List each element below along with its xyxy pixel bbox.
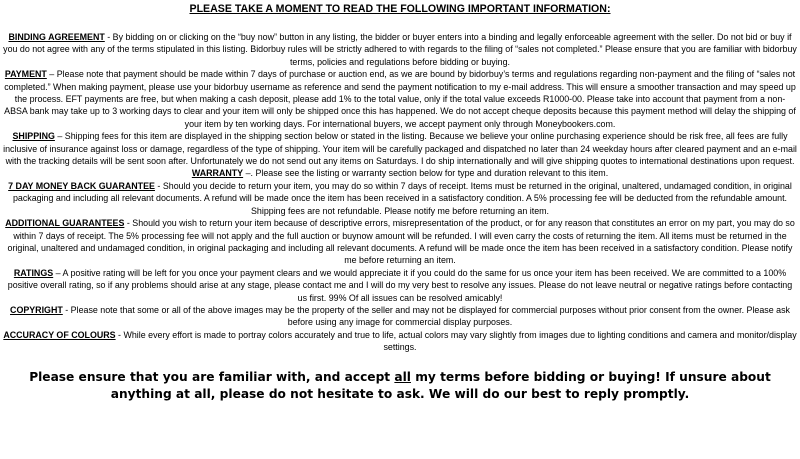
section-text: – Please note that payment should be made within 7 days of purchase or auction end, as we are bound by bidorbuy’s terms and regulations regarding non-payment and the filing of “sales not completed.” When making payment, please use your bidorbuy username as reference and send the payment notification to my e-mail address. This will ensure a smoother transaction and may speed up the process. EFT payments are free, but when making a cash deposit, please add 1% to the total value, only if the total value exceeds R1000-00. Please take into account that payment from a non-ABSA bank may take up to 3 working days to clear and your item will only be shipped once this has happened. We do not accept cheque deposits because this payment method will delay the shipping of your item by ten working days. For international buyers, we accept payment only through Moneybookers.com. [4, 69, 796, 129]
section-accuracy-of-colours [3, 329, 797, 354]
closing-notice-text-end: my terms before bidding or buying! If unsure about anything at all, please do not hesitate to ask. We will do our best to reply promptly. [110, 369, 771, 402]
section-binding-agreement [3, 31, 797, 68]
section-heading: 7 DAY MONEY BACK GUARANTEE [8, 180, 155, 191]
section-shipping [3, 130, 797, 167]
section-warranty [3, 167, 797, 179]
closing-notice [3, 369, 797, 404]
section-heading: RATINGS [13, 267, 54, 278]
section-heading: ADDITIONAL GUARANTEES [5, 218, 125, 229]
section-text: – Shipping fees for this item are displayed in the shipping section below or stated in the listing. Because we believe your online purchasing experience should be risk free, all fees are fully inclusive of insurance against loss or damage, regardless of the type of shipping. Your item will be carefully packaged and dispatched no later than 24 weekday hours after cleared payment and an e-mail with the tracking details will be sent soon after. Unfortunately we do not send out any items on Saturdays. I do ship internationally and will give shipping quotes to international destinations upon request. [3, 131, 797, 167]
section-payment [3, 68, 797, 130]
section-ratings [3, 267, 797, 304]
section-heading: WARRANTY [191, 168, 244, 179]
section-text: - Please note that some or all of the above images may be the property of the seller and may not be displayed for commercial purposes without prior consent from the owner. Please ask before using any image for commercial display purposes. [62, 304, 790, 328]
closing-notice-emphasis: all [394, 369, 411, 384]
section-text: - Should you wish to return your item because of descriptive errors, misrepresentation of the product, or for any reason that constitutes an error on my part, you may do so within 7 days of receipt. The 5% processing fee will not apply and the full auction or buynow amount will be refunded. I will even carry the costs of returning the item. All items must be returned in the original, unaltered and undamaged condition, in original packaging and including all relevant documents. A refund will be made once the item has been received in a satisfactory condition. Please notify me before returning an item. [7, 218, 795, 266]
closing-notice-text: Please ensure that you are familiar with, and accept [29, 369, 395, 384]
section-heading: COPYRIGHT [10, 304, 63, 315]
section-heading: PAYMENT [4, 69, 47, 80]
section-heading: BINDING AGREEMENT [8, 32, 105, 42]
section-money-back-guarantee [3, 180, 797, 217]
section-text: - By bidding on or clicking on the “buy now” button in any listing, the bidder or buyer enters into a binding and legally enforceable agreement with the seller. Do not bid or buy if you do not agree with any of the terms stipulated in this listing. Bidorbuy rules will be strictly adhered to with regards to the filing of “sales not completed.” Please ensure that you are familiar with bidorbuy terms, policies and regulations before bidding or buying. [3, 32, 797, 67]
section-copyright [3, 304, 797, 329]
section-text: –. Please see the listing or warranty section below for type and duration relevant to this item. [243, 168, 609, 179]
section-text: - Should you decide to return your item, you may do so within 7 days of receipt. Items must be returned in the original, unaltered, undamaged condition, in original packaging and including all relevant documents. A refund will be made once the item has been received in a satisfactory condition. A 5% processing fee will be deducted from the refundable amount. Shipping fees are not refundable. Please notify me before returning an item. [12, 180, 792, 216]
section-text: - While every effort is made to portray colors accurately and true to life, actual colors may vary slightly from images due to lighting conditions and camera and monitor/display settings. [115, 329, 797, 353]
page-title: PLEASE TAKE A MOMENT TO READ THE FOLLOWING IMPORTANT INFORMATION: [189, 3, 611, 15]
section-text: – A positive rating will be left for you once your payment clears and we would appreciate it if you could do the same for us once your item has been received. We are committed to a 100% positive overall rating, so if any problems should arise at any stage, please contact me and I will do my very best to resolve any issues. Please do not leave neutral or negative ratings before contacting us first. 99% Of all issues can be resolved amicably! [7, 267, 793, 303]
section-additional-guarantees [3, 217, 797, 267]
section-heading: ACCURACY OF COLOURS [3, 329, 116, 340]
section-heading: SHIPPING [12, 131, 55, 142]
